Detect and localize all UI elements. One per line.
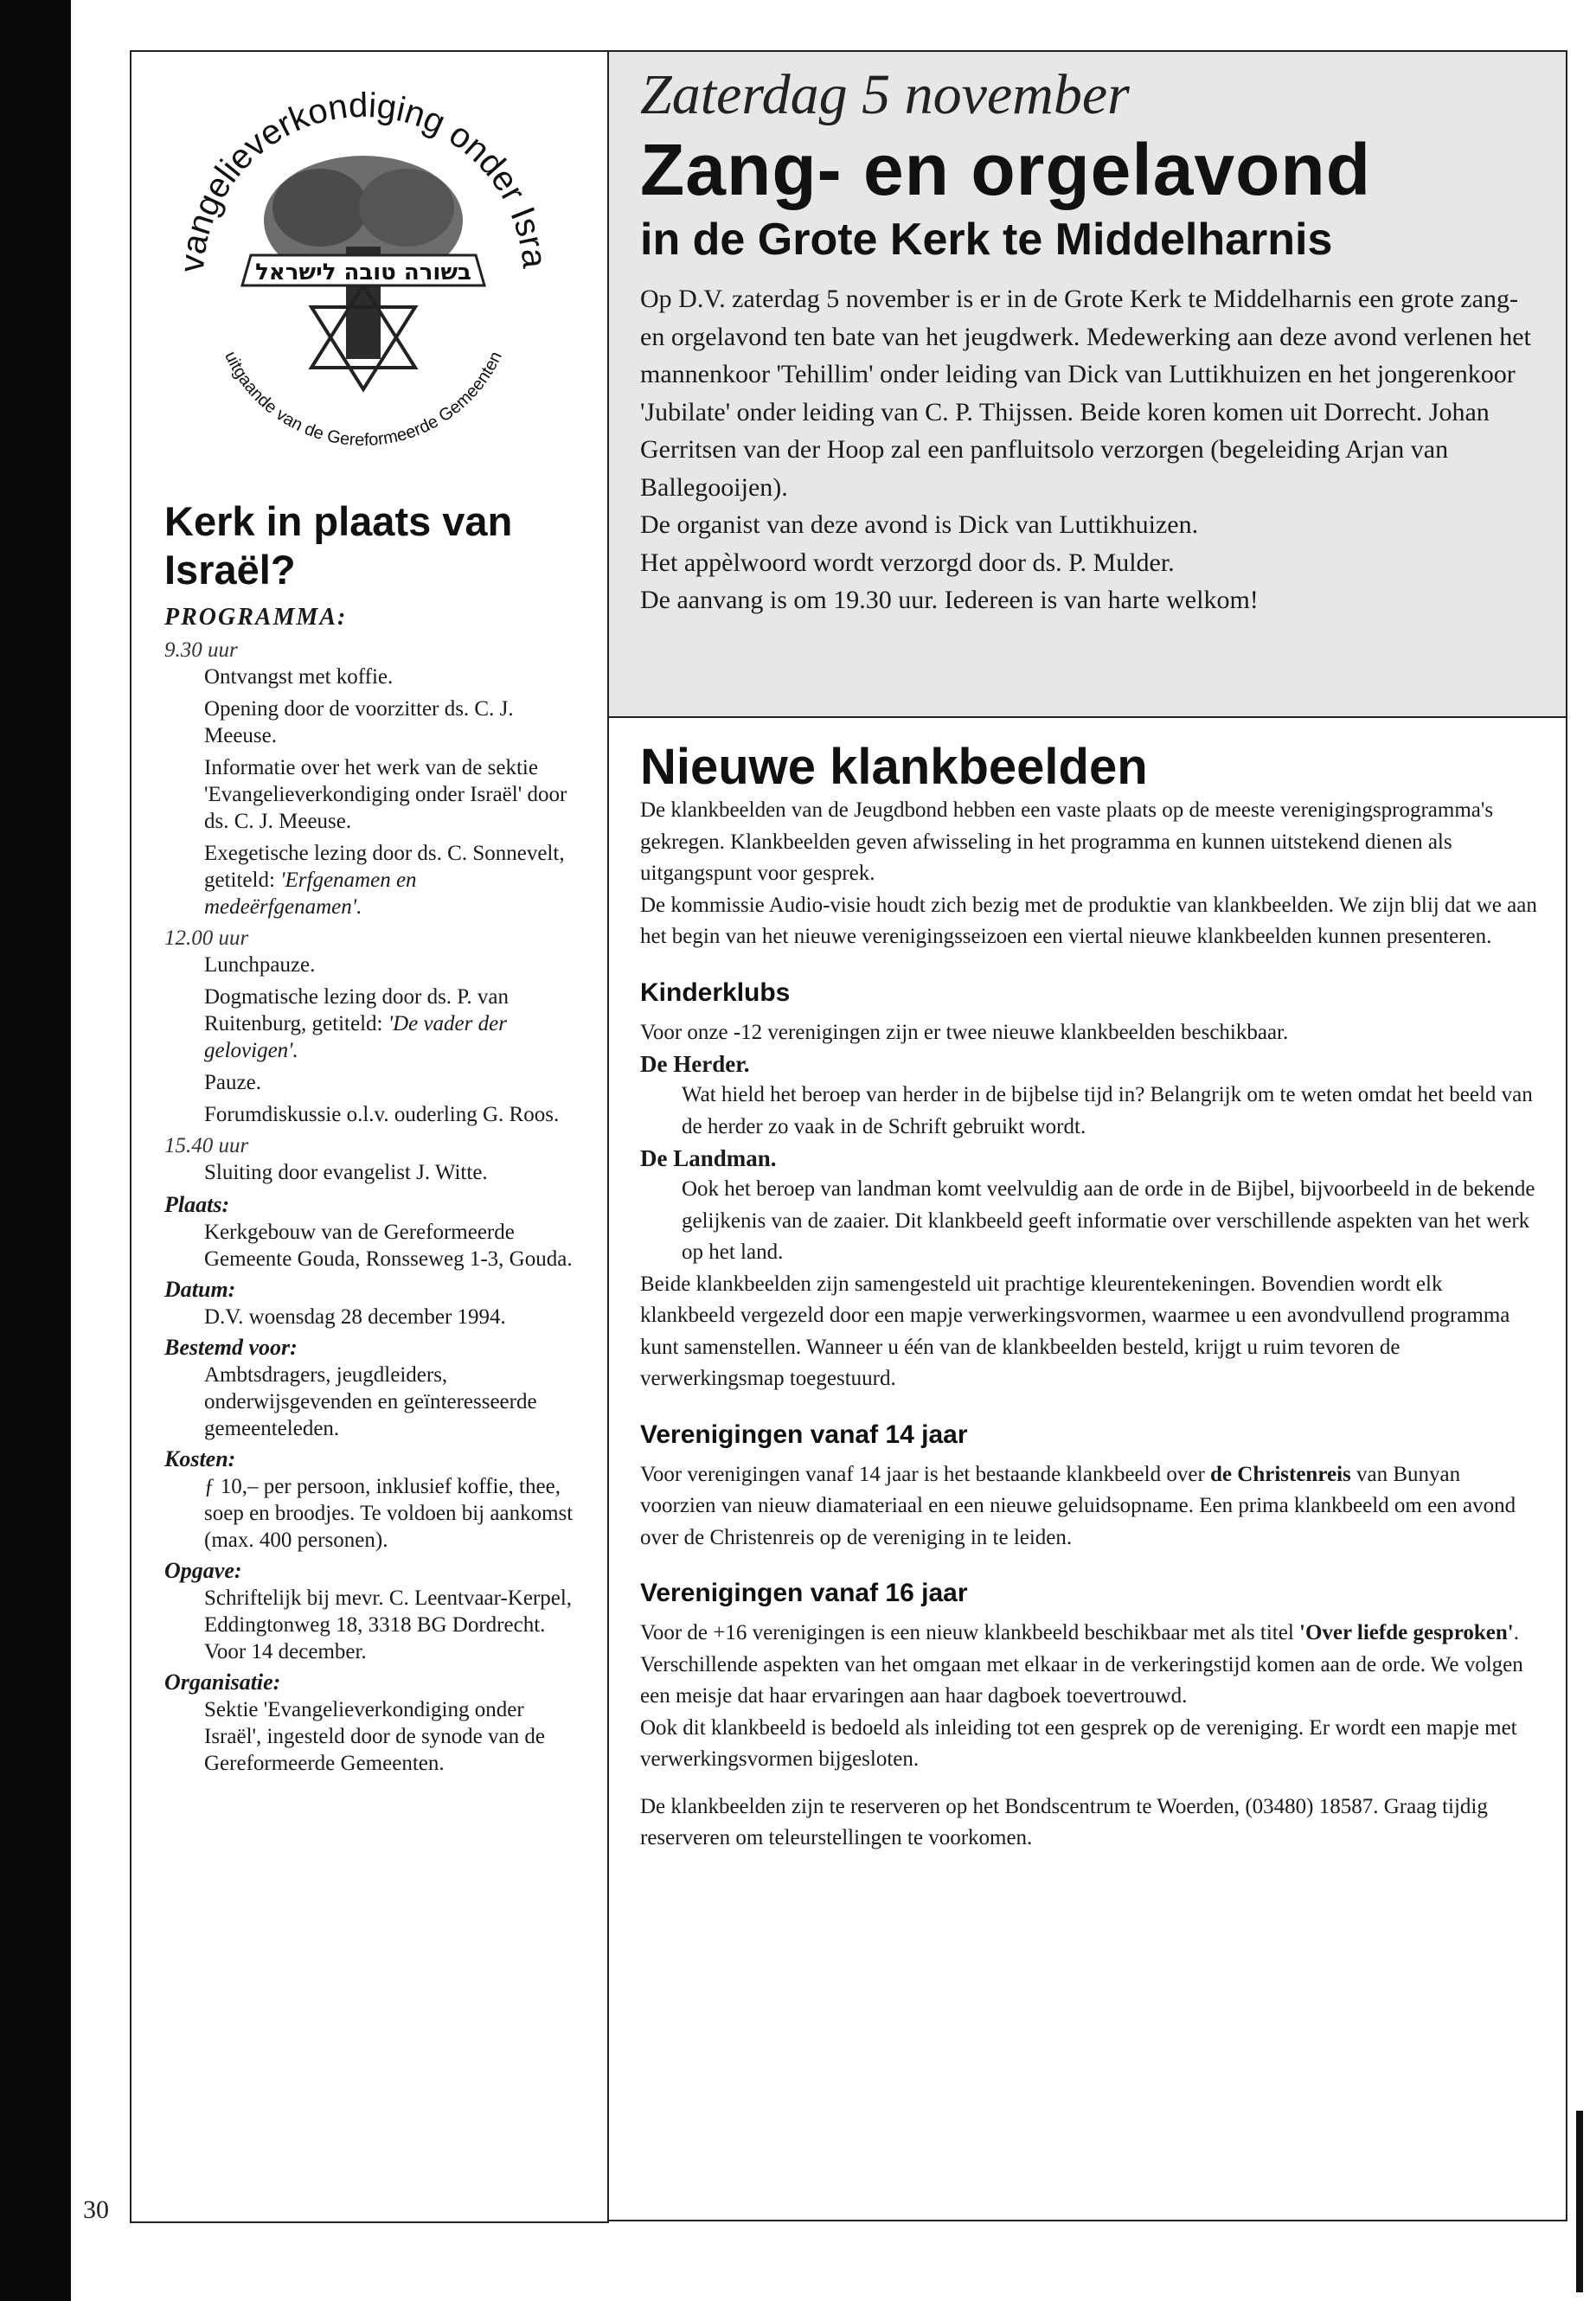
info-value: Ambtsdragers, jeugdleiders, onderwijsgevenden en geïnteresseerde gemeenteleden. bbox=[204, 1363, 537, 1440]
schedule-time: 15.40 uur bbox=[164, 1134, 249, 1157]
logo-arc-top: vangelieverkondiging onder Isra bbox=[172, 86, 554, 274]
item-description: Wat hield het beroep van herder in de bijbelse tijd in? Belangrijk om te weten omdat het beeld van de herder zo vaak in de Schrift gebruikt wordt. bbox=[682, 1083, 1533, 1138]
event-announcement bbox=[640, 62, 1548, 619]
scan-edge bbox=[0, 0, 71, 2301]
schedule-time: 12.00 uur bbox=[164, 926, 249, 950]
info-value: D.V. woensdag 28 december 1994. bbox=[204, 1305, 506, 1329]
section-heading: Verenigingen vanaf 14 jaar bbox=[640, 1420, 968, 1449]
info-label: Plaats: bbox=[164, 1192, 230, 1217]
event-subtitle: in de Grote Kerk te Middelharnis bbox=[640, 215, 1333, 265]
text-run: Voor verenigingen vanaf 14 jaar is het bestaande klankbeeld over bbox=[640, 1462, 1211, 1486]
article-paragraph bbox=[640, 1459, 1540, 1554]
item-description: Ook het beroep van landman komt veelvuldig aan de orde in de Bijbel, bijvoorbeeld in de bekende gelijkenis van de zaaier. Dit klankbeeld geeft informatie over verschillende aspekten van het werk op het land. bbox=[682, 1177, 1535, 1264]
event-date: Zaterdag 5 november bbox=[640, 63, 1130, 126]
schedule-block bbox=[164, 638, 580, 1186]
article-paragraph: De klankbeelden zijn te reserveren op het Bondscentrum te Woerden, (03480) 18587. Graag tijdig reserveren om teleurstellingen te voorkomen. bbox=[640, 1794, 1488, 1849]
info-label: Opgave: bbox=[164, 1558, 242, 1583]
scan-mark bbox=[1576, 2111, 1583, 2292]
page-number: 30 bbox=[83, 2195, 109, 2224]
schedule-item: Sluiting door evangelist J. Witte. bbox=[204, 1161, 488, 1184]
text-run: Voor de +16 verenigingen is een nieuw klankbeeld beschikbaar met als titel bbox=[640, 1621, 1300, 1644]
program-label: PROGRAMMA: bbox=[164, 604, 348, 631]
section-heading: Verenigingen vanaf 16 jaar bbox=[640, 1579, 968, 1607]
left-title: Kerk in plaats van Israël? bbox=[164, 498, 513, 593]
article-paragraph: De kommissie Audio-visie houdt zich bezig met de produktie van klankbeelden. We zijn blij dat we aan het begin van het nieuwe verenigingsseizoen een viertal nieuwe klankbeelden kunnen presenteren. bbox=[640, 893, 1537, 948]
article-title: Nieuwe klankbeelden bbox=[640, 739, 1148, 795]
info-label: Organisatie: bbox=[164, 1670, 281, 1695]
schedule-item: Forumdiskussie o.l.v. ouderling G. Roos. bbox=[204, 1103, 560, 1126]
info-label: Bestemd voor: bbox=[164, 1335, 298, 1360]
text-run: van Bunyan voorzien van nieuw diamateriaal en een nieuwe geluidsopname. Een prima klankbeeld om een avond over de Christenreis op de vereniging in te leiden. bbox=[640, 1462, 1516, 1549]
logo-banner-text: בשורה טובה לישראל bbox=[255, 260, 471, 285]
schedule-item: Informatie over het werk van de sektie 'Evangelieverkondiging onder Israël' door ds. C. J. Meeuse. bbox=[204, 756, 567, 833]
article bbox=[640, 740, 1540, 1855]
info-label: Kosten: bbox=[164, 1446, 236, 1471]
event-paragraph: Op D.V. zaterdag 5 november is er in de Grote Kerk te Middelharnis een grote zang- en orgelavond ten bate van het jeugdwerk. Medewerking aan deze avond verlenen het mannenkoor 'Tehillim' onder leiding van Dick van Luttikhuizen en het jongerenkoor 'Jubilate' onder leiding van C. P. Thijssen. Beide koren komen uit Dorrecht. Johan Gerritsen van der Hoop zal een panfluitsolo verzorgen (begeleiding Arjan van Ballegooijen). bbox=[640, 285, 1531, 502]
event-paragraph: De organist van deze avond is Dick van Luttikhuizen. bbox=[640, 510, 1199, 539]
section-heading: Kinderklubs bbox=[640, 977, 791, 1007]
schedule-item: Lunchpauze. bbox=[204, 953, 316, 977]
event-title: Zang- en orgelavond bbox=[640, 129, 1372, 210]
event-body bbox=[640, 280, 1548, 619]
text-run: . Verschillende aspekten van het omgaan met elkaar in de verkeringstijd komen aan de orde. We volgen een meisje dat haar ervaringen aan haar dagboek toevertrouwd. bbox=[640, 1621, 1523, 1708]
svg-text:uitgaande van de Gereformeerde bbox=[221, 349, 506, 450]
schedule-item bbox=[204, 840, 580, 920]
item-title: De Herder. bbox=[640, 1051, 750, 1077]
bold-text: 'Over liefde gesproken' bbox=[1299, 1621, 1514, 1644]
bold-text: de Christenreis bbox=[1210, 1462, 1351, 1486]
left-column bbox=[164, 497, 580, 1780]
event-paragraph: De aanvang is om 19.30 uur. Iedereen is van harte welkom! bbox=[640, 586, 1259, 614]
info-value: ƒ 10,– per persoon, inklusief koffie, thee, soep en broodjes. Te voldoen bij aankomst (max. 400 personen). bbox=[204, 1475, 574, 1552]
schedule-item: Ontvangst met koffie. bbox=[204, 665, 394, 689]
info-value: Schriftelijk bij mevr. C. Leentvaar-Kerpel, Eddingtonweg 18, 3318 BG Dordrecht. Voor 14 december. bbox=[204, 1586, 573, 1663]
article-paragraph: Ook dit klankbeeld is bedoeld als inleiding tot een gesprek op de vereniging. Er wordt een mapje met verwerkingsvormen bijgesloten. bbox=[640, 1715, 1517, 1771]
schedule-item-text: Exegetische lezing door ds. C. Sonnevelt, getiteld: bbox=[204, 842, 565, 892]
event-paragraph: Het appèlwoord wordt verzorgd door ds. P. Mulder. bbox=[640, 548, 1175, 577]
schedule-item: Pauze. bbox=[204, 1071, 261, 1094]
info-value: Kerkgebouw van de Gereformeerde Gemeente Gouda, Ronsseweg 1-3, Gouda. bbox=[204, 1221, 573, 1271]
article-paragraph bbox=[640, 1618, 1540, 1713]
schedule-item bbox=[204, 984, 580, 1064]
item-title: De Landman. bbox=[640, 1145, 777, 1171]
logo-arc-bottom: uitgaande van de Gereformeerde Gemeenten bbox=[221, 348, 506, 451]
schedule-item: Opening door de voorzitter ds. C. J. Meeuse. bbox=[204, 697, 514, 747]
article-paragraph: Voor onze -12 verenigingen zijn er twee nieuwe klankbeelden beschikbaar. bbox=[640, 1020, 1289, 1044]
info-value: Sektie 'Evangelieverkondiging onder Israël', ingesteld door de synode van de Gereformeerde Gemeenten. bbox=[204, 1698, 545, 1775]
article-paragraph: Beide klankbeelden zijn samengesteld uit prachtige kleurentekeningen. Bovendien wordt elk klankbeeld vergezeld door een mapje verwerkingsvormen, waarmee u een avondvullend programma kunt samenstellen. Wanneer u één van de klankbeelden besteld, krijgt u ruim tevoren de verwerkingsmap toegestuurd. bbox=[640, 1272, 1510, 1390]
lecture-title: 'Erfgenamen en medeërfgenamen'. bbox=[204, 868, 417, 919]
schedule-item-text: Dogmatische lezing door ds. P. van Ruitenburg, getiteld: bbox=[204, 985, 510, 1035]
lecture-title: 'De vader der gelovigen'. bbox=[204, 1012, 507, 1062]
schedule-time: 9.30 uur bbox=[164, 638, 238, 662]
organization-logo bbox=[151, 61, 567, 467]
info-block bbox=[164, 1191, 580, 1777]
info-label: Datum: bbox=[164, 1277, 236, 1302]
article-paragraph: De klankbeelden van de Jeugdbond hebben een vaste plaats op de meeste verenigingsprogramma's gekregen. Klankbeelden geven afwisseling in het programma en kunnen uitstekend dienen als uitgangspunt voor gesprek. bbox=[640, 798, 1494, 885]
